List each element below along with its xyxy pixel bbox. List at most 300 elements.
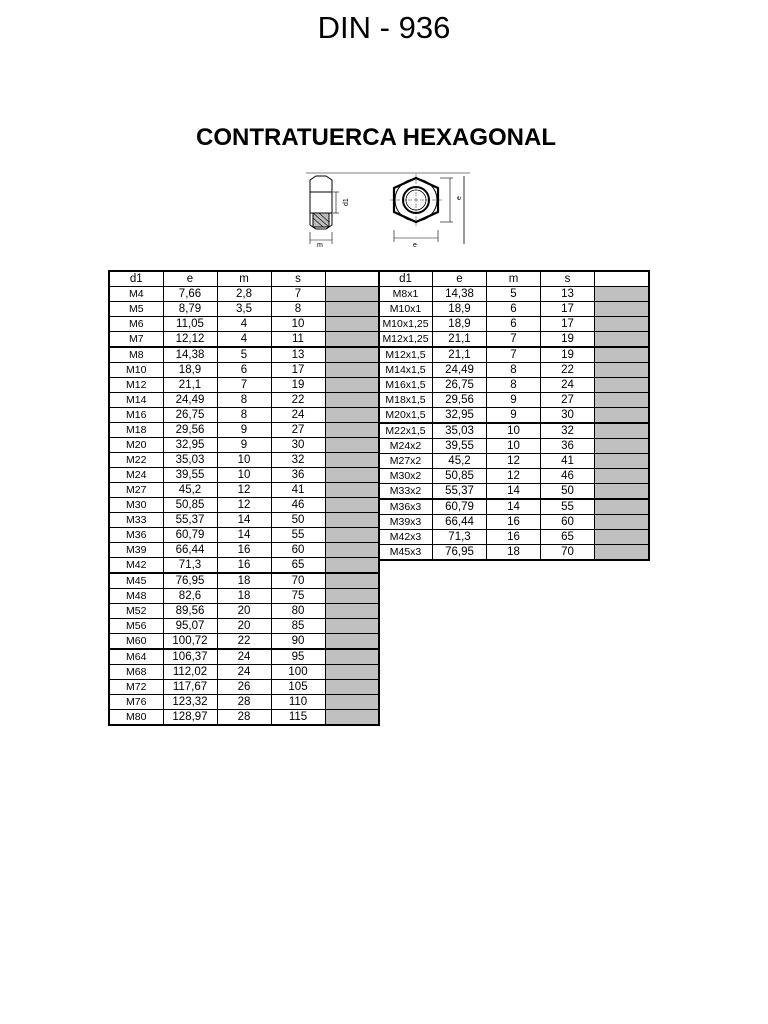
cell-e: 12,12 [163,332,217,348]
cell-d1: M36 [109,528,163,543]
cell-s: 70 [271,573,325,589]
cell-e: 71,3 [163,558,217,574]
cell-m: 16 [487,515,541,530]
shaded-cell [325,634,379,650]
table-row [109,378,379,393]
shaded-cell [325,438,379,453]
table-row [109,423,379,438]
cell-s: 90 [271,634,325,650]
cell-d1: M27 [109,483,163,498]
shaded-cell [325,317,379,332]
table-row [109,528,379,543]
cell-s: 22 [541,363,595,378]
table-row [109,619,379,634]
cell-s: 30 [541,408,595,424]
metric-fine-table [378,270,650,561]
table-row [109,513,379,528]
cell-s: 65 [541,530,595,545]
cell-e: 21,1 [433,332,487,348]
cell-m: 16 [217,543,271,558]
cell-d1: M5 [109,302,163,317]
cell-s: 50 [541,484,595,500]
table-row [109,317,379,332]
cell-d1: M24 [109,468,163,483]
cell-s: 13 [271,347,325,363]
table-row [379,347,649,363]
cell-m: 6 [217,363,271,378]
table-row [109,332,379,348]
shaded-cell [595,332,649,348]
cell-e: 8,79 [163,302,217,317]
document-title: DIN - 936 [317,10,451,45]
cell-m: 24 [217,665,271,680]
table-row [379,317,649,332]
shaded-cell [595,454,649,469]
cell-m: 18 [217,573,271,589]
table-row [109,695,379,710]
cell-e: 55,37 [163,513,217,528]
header-m: m [217,271,271,287]
shaded-cell [595,439,649,454]
cell-d1: M42 [109,558,163,574]
cell-d1: M18x1,5 [379,393,433,408]
cell-m: 10 [217,453,271,468]
shaded-cell [325,573,379,589]
header-s: s [271,271,325,287]
cell-m: 6 [487,317,541,332]
cell-d1: M10x1 [379,302,433,317]
cell-e: 7,66 [163,287,217,302]
cell-s: 11 [271,332,325,348]
table-row [109,468,379,483]
cell-d1: M39x3 [379,515,433,530]
cell-e: 128,97 [163,710,217,726]
table-row [109,287,379,302]
nut-front-view [390,174,464,244]
cell-s: 50 [271,513,325,528]
label-d1: d1 [343,198,350,206]
cell-s: 13 [541,287,595,302]
shaded-cell [595,287,649,302]
cell-d1: M4 [109,287,163,302]
cell-m: 12 [217,483,271,498]
shaded-cell [325,378,379,393]
shaded-cell [595,423,649,439]
cell-s: 60 [271,543,325,558]
table-row [109,573,379,589]
cell-d1: M22 [109,453,163,468]
cell-s: 17 [271,363,325,378]
cell-d1: M14x1,5 [379,363,433,378]
table-row [379,408,649,424]
cell-m: 18 [487,545,541,561]
cell-s: 41 [271,483,325,498]
shaded-cell [325,483,379,498]
cell-m: 12 [487,469,541,484]
table-row [379,302,649,317]
cell-d1: M18 [109,423,163,438]
cell-m: 9 [217,438,271,453]
shaded-cell [325,423,379,438]
cell-e: 39,55 [163,468,217,483]
cell-d1: M12x1,5 [379,347,433,363]
cell-e: 117,67 [163,680,217,695]
cell-e: 32,95 [433,408,487,424]
shaded-cell [325,558,379,574]
nut-side-view [306,173,470,244]
table-row [109,604,379,619]
cell-s: 24 [271,408,325,423]
shaded-cell [325,453,379,468]
cell-m: 10 [487,423,541,439]
cell-d1: M60 [109,634,163,650]
cell-m: 9 [487,393,541,408]
shaded-cell [595,378,649,393]
cell-e: 39,55 [433,439,487,454]
table-row [379,332,649,348]
cell-e: 76,95 [433,545,487,561]
table-row [379,530,649,545]
cell-s: 8 [271,302,325,317]
table-row [109,483,379,498]
cell-m: 10 [217,468,271,483]
cell-e: 35,03 [433,423,487,439]
header-blank [325,271,379,287]
shaded-cell [325,513,379,528]
cell-m: 20 [217,604,271,619]
table-row [109,393,379,408]
cell-d1: M80 [109,710,163,726]
shaded-cell [595,545,649,561]
shaded-cell [325,589,379,604]
cell-e: 18,9 [433,302,487,317]
cell-d1: M12x1,25 [379,332,433,348]
header-d1: d1 [109,271,163,287]
cell-m: 8 [487,378,541,393]
cell-m: 14 [487,484,541,500]
table-row [109,589,379,604]
cell-e: 60,79 [433,499,487,515]
table-row [109,498,379,513]
cell-e: 71,3 [433,530,487,545]
label-e-vertical: e [456,196,463,200]
cell-d1: M8x1 [379,287,433,302]
shaded-cell [325,528,379,543]
table-row [109,408,379,423]
cell-d1: M16 [109,408,163,423]
shaded-cell [595,363,649,378]
cell-s: 105 [271,680,325,695]
cell-s: 24 [541,378,595,393]
cell-e: 29,56 [163,423,217,438]
table-row [379,499,649,515]
table-row [109,710,379,726]
cell-m: 12 [487,454,541,469]
cell-m: 10 [487,439,541,454]
cell-d1: M39 [109,543,163,558]
shaded-cell [325,347,379,363]
cell-m: 14 [487,499,541,515]
shaded-cell [325,710,379,726]
cell-s: 17 [541,302,595,317]
shaded-cell [325,363,379,378]
cell-s: 19 [271,378,325,393]
cell-d1: M14 [109,393,163,408]
cell-s: 65 [271,558,325,574]
cell-e: 21,1 [163,378,217,393]
cell-e: 24,49 [433,363,487,378]
cell-m: 16 [487,530,541,545]
cell-d1: M22x1,5 [379,423,433,439]
shaded-cell [595,499,649,515]
cell-m: 8 [217,408,271,423]
cell-d1: M42x3 [379,530,433,545]
cell-s: 55 [271,528,325,543]
shaded-cell [325,604,379,619]
shaded-cell [325,468,379,483]
cell-d1: M10x1,25 [379,317,433,332]
cell-d1: M36x3 [379,499,433,515]
shaded-cell [325,543,379,558]
shaded-cell [595,393,649,408]
cell-e: 45,2 [163,483,217,498]
cell-d1: M24x2 [379,439,433,454]
table-row [379,545,649,561]
cell-m: 9 [487,408,541,424]
cell-s: 110 [271,695,325,710]
header-d1: d1 [379,271,433,287]
cell-m: 14 [217,528,271,543]
table-row [379,363,649,378]
cell-m: 7 [217,378,271,393]
cell-d1: M33 [109,513,163,528]
cell-d1: M30x2 [379,469,433,484]
cell-e: 55,37 [433,484,487,500]
cell-s: 95 [271,649,325,665]
cell-d1: M27x2 [379,454,433,469]
table-row [109,363,379,378]
label-m: m [317,242,323,248]
table-row [109,302,379,317]
shaded-cell [595,302,649,317]
cell-m: 14 [217,513,271,528]
table-row [379,439,649,454]
hex-nut-drawing [300,170,475,248]
cell-e: 50,85 [433,469,487,484]
cell-e: 24,49 [163,393,217,408]
table-row [379,515,649,530]
cell-e: 26,75 [433,378,487,393]
cell-s: 36 [271,468,325,483]
cell-e: 66,44 [163,543,217,558]
cell-e: 35,03 [163,453,217,468]
cell-d1: M48 [109,589,163,604]
table-row [109,649,379,665]
cell-s: 41 [541,454,595,469]
cell-e: 82,6 [163,589,217,604]
cell-m: 20 [217,619,271,634]
cell-m: 7 [487,332,541,348]
cell-s: 22 [271,393,325,408]
shaded-cell [325,302,379,317]
cell-s: 32 [541,423,595,439]
cell-e: 14,38 [163,347,217,363]
shaded-cell [325,393,379,408]
shaded-cell [325,332,379,348]
shaded-cell [325,498,379,513]
cell-m: 24 [217,649,271,665]
cell-d1: M52 [109,604,163,619]
cell-m: 12 [217,498,271,513]
table-row [109,347,379,363]
shaded-cell [595,347,649,363]
cell-m: 6 [487,302,541,317]
cell-s: 100 [271,665,325,680]
cell-s: 19 [541,332,595,348]
cell-s: 60 [541,515,595,530]
cell-m: 4 [217,317,271,332]
cell-s: 27 [541,393,595,408]
cell-d1: M72 [109,680,163,695]
cell-m: 2,8 [217,287,271,302]
cell-d1: M45x3 [379,545,433,561]
shaded-cell [595,469,649,484]
shaded-cell [325,680,379,695]
cell-s: 32 [271,453,325,468]
cell-e: 14,38 [433,287,487,302]
cell-s: 46 [271,498,325,513]
cell-d1: M64 [109,649,163,665]
cell-s: 27 [271,423,325,438]
table-row [109,453,379,468]
cell-e: 45,2 [433,454,487,469]
cell-s: 10 [271,317,325,332]
shaded-cell [595,530,649,545]
cell-d1: M68 [109,665,163,680]
cell-s: 36 [541,439,595,454]
table-row [109,680,379,695]
cell-d1: M10 [109,363,163,378]
shaded-cell [325,649,379,665]
cell-s: 55 [541,499,595,515]
cell-s: 70 [541,545,595,561]
table-row [379,454,649,469]
cell-m: 8 [487,363,541,378]
cell-s: 80 [271,604,325,619]
shaded-cell [325,408,379,423]
shaded-cell [595,484,649,500]
header-blank [595,271,649,287]
cell-d1: M8 [109,347,163,363]
cell-e: 60,79 [163,528,217,543]
cell-m: 28 [217,710,271,726]
cell-m: 3,5 [217,302,271,317]
cell-e: 89,56 [163,604,217,619]
cell-s: 17 [541,317,595,332]
table-row [379,484,649,500]
cell-e: 106,37 [163,649,217,665]
shaded-cell [595,515,649,530]
shaded-cell [595,408,649,424]
table-row [379,393,649,408]
shaded-cell [325,665,379,680]
header-e: e [433,271,487,287]
table-row [379,469,649,484]
cell-m: 7 [487,347,541,363]
cell-m: 18 [217,589,271,604]
table-row [109,438,379,453]
cell-d1: M45 [109,573,163,589]
cell-s: 7 [271,287,325,302]
cell-e: 26,75 [163,408,217,423]
cell-m: 26 [217,680,271,695]
table-row [109,665,379,680]
table-row [379,287,649,302]
cell-m: 5 [487,287,541,302]
cell-e: 95,07 [163,619,217,634]
cell-d1: M16x1,5 [379,378,433,393]
cell-m: 8 [217,393,271,408]
header-s: s [541,271,595,287]
table-row [109,634,379,650]
cell-e: 18,9 [433,317,487,332]
cell-d1: M20 [109,438,163,453]
cell-e: 76,95 [163,573,217,589]
cell-e: 11,05 [163,317,217,332]
header-e: e [163,271,217,287]
cell-e: 123,32 [163,695,217,710]
cell-e: 66,44 [433,515,487,530]
cell-s: 19 [541,347,595,363]
cell-e: 21,1 [433,347,487,363]
cell-e: 100,72 [163,634,217,650]
cell-s: 75 [271,589,325,604]
cell-d1: M12 [109,378,163,393]
cell-e: 18,9 [163,363,217,378]
shaded-cell [325,695,379,710]
cell-e: 32,95 [163,438,217,453]
shaded-cell [595,317,649,332]
cell-d1: M30 [109,498,163,513]
cell-s: 85 [271,619,325,634]
table-row [109,543,379,558]
cell-d1: M56 [109,619,163,634]
cell-s: 115 [271,710,325,726]
cell-m: 9 [217,423,271,438]
header-m: m [487,271,541,287]
cell-m: 22 [217,634,271,650]
shaded-cell [325,287,379,302]
cell-s: 46 [541,469,595,484]
cell-d1: M6 [109,317,163,332]
table-row [109,558,379,574]
table-row [379,423,649,439]
cell-m: 28 [217,695,271,710]
cell-d1: M20x1,5 [379,408,433,424]
label-e-horizontal: e [413,242,417,248]
cell-d1: M33x2 [379,484,433,500]
document-subtitle: CONTRATUERCA HEXAGONAL [196,124,556,151]
cell-d1: M76 [109,695,163,710]
cell-e: 112,02 [163,665,217,680]
cell-m: 4 [217,332,271,348]
cell-d1: M7 [109,332,163,348]
table-row [379,378,649,393]
cell-m: 5 [217,347,271,363]
cell-e: 50,85 [163,498,217,513]
shaded-cell [325,619,379,634]
cell-s: 30 [271,438,325,453]
